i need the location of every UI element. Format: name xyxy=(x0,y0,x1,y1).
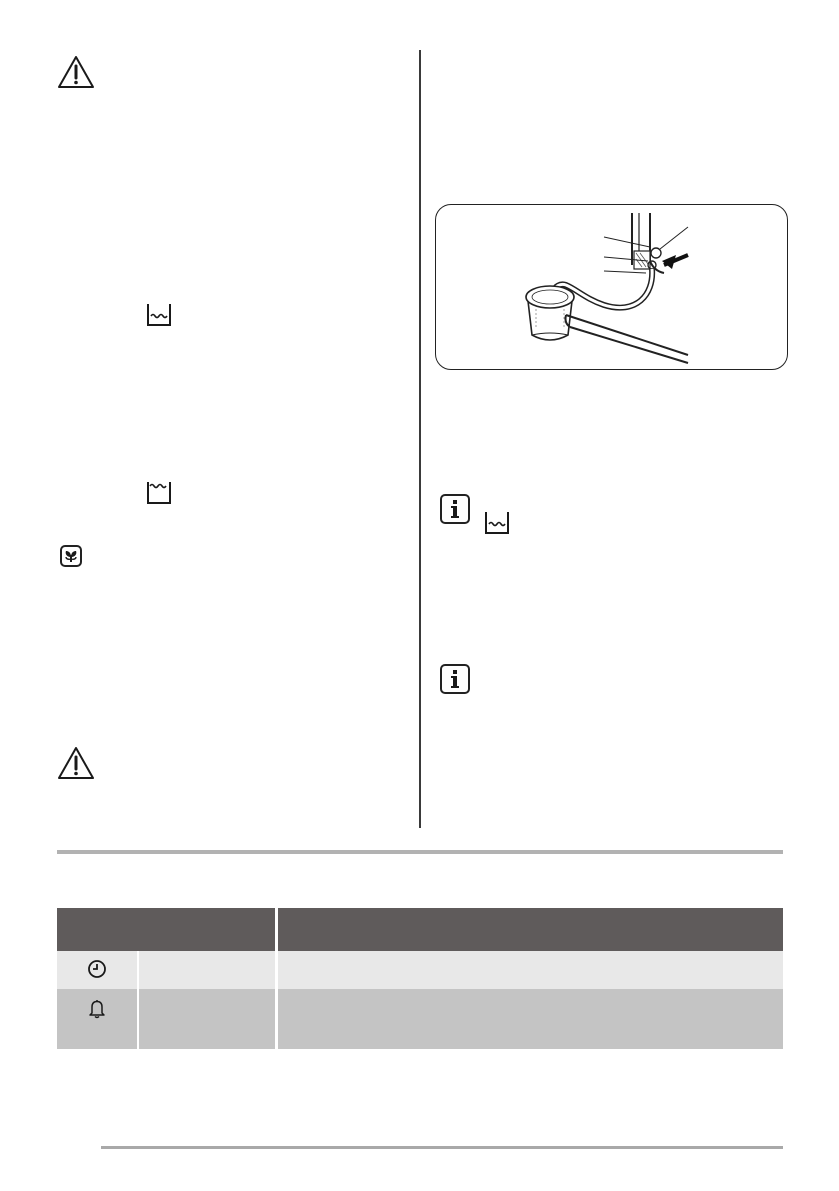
table-cell-icon xyxy=(57,989,138,1049)
table-row xyxy=(57,989,783,1049)
column-divider xyxy=(419,50,421,828)
table-row xyxy=(57,951,783,989)
page-footer-rule xyxy=(101,1146,783,1149)
table-cell-name xyxy=(138,951,277,989)
water-tray-full-icon xyxy=(145,302,173,328)
table-header-description xyxy=(277,908,784,951)
water-tray-empty-icon xyxy=(145,480,173,506)
section-rule xyxy=(57,850,783,854)
warning-triangle-icon xyxy=(57,746,95,780)
info-icon xyxy=(440,494,470,524)
warning-triangle-icon xyxy=(57,55,95,89)
table-cell-description xyxy=(277,951,784,989)
table-cell-name xyxy=(138,989,277,1049)
eco-leaf-icon xyxy=(60,545,82,567)
function-table xyxy=(57,908,783,1049)
drain-hose-figure xyxy=(435,204,788,370)
clock-icon xyxy=(87,959,107,979)
bell-icon xyxy=(88,999,106,1019)
table-header-row xyxy=(57,908,783,951)
water-tray-full-icon xyxy=(483,510,511,536)
table-cell-description xyxy=(277,989,784,1049)
table-header-function xyxy=(57,908,277,951)
info-icon xyxy=(440,664,470,694)
table-cell-icon xyxy=(57,951,138,989)
